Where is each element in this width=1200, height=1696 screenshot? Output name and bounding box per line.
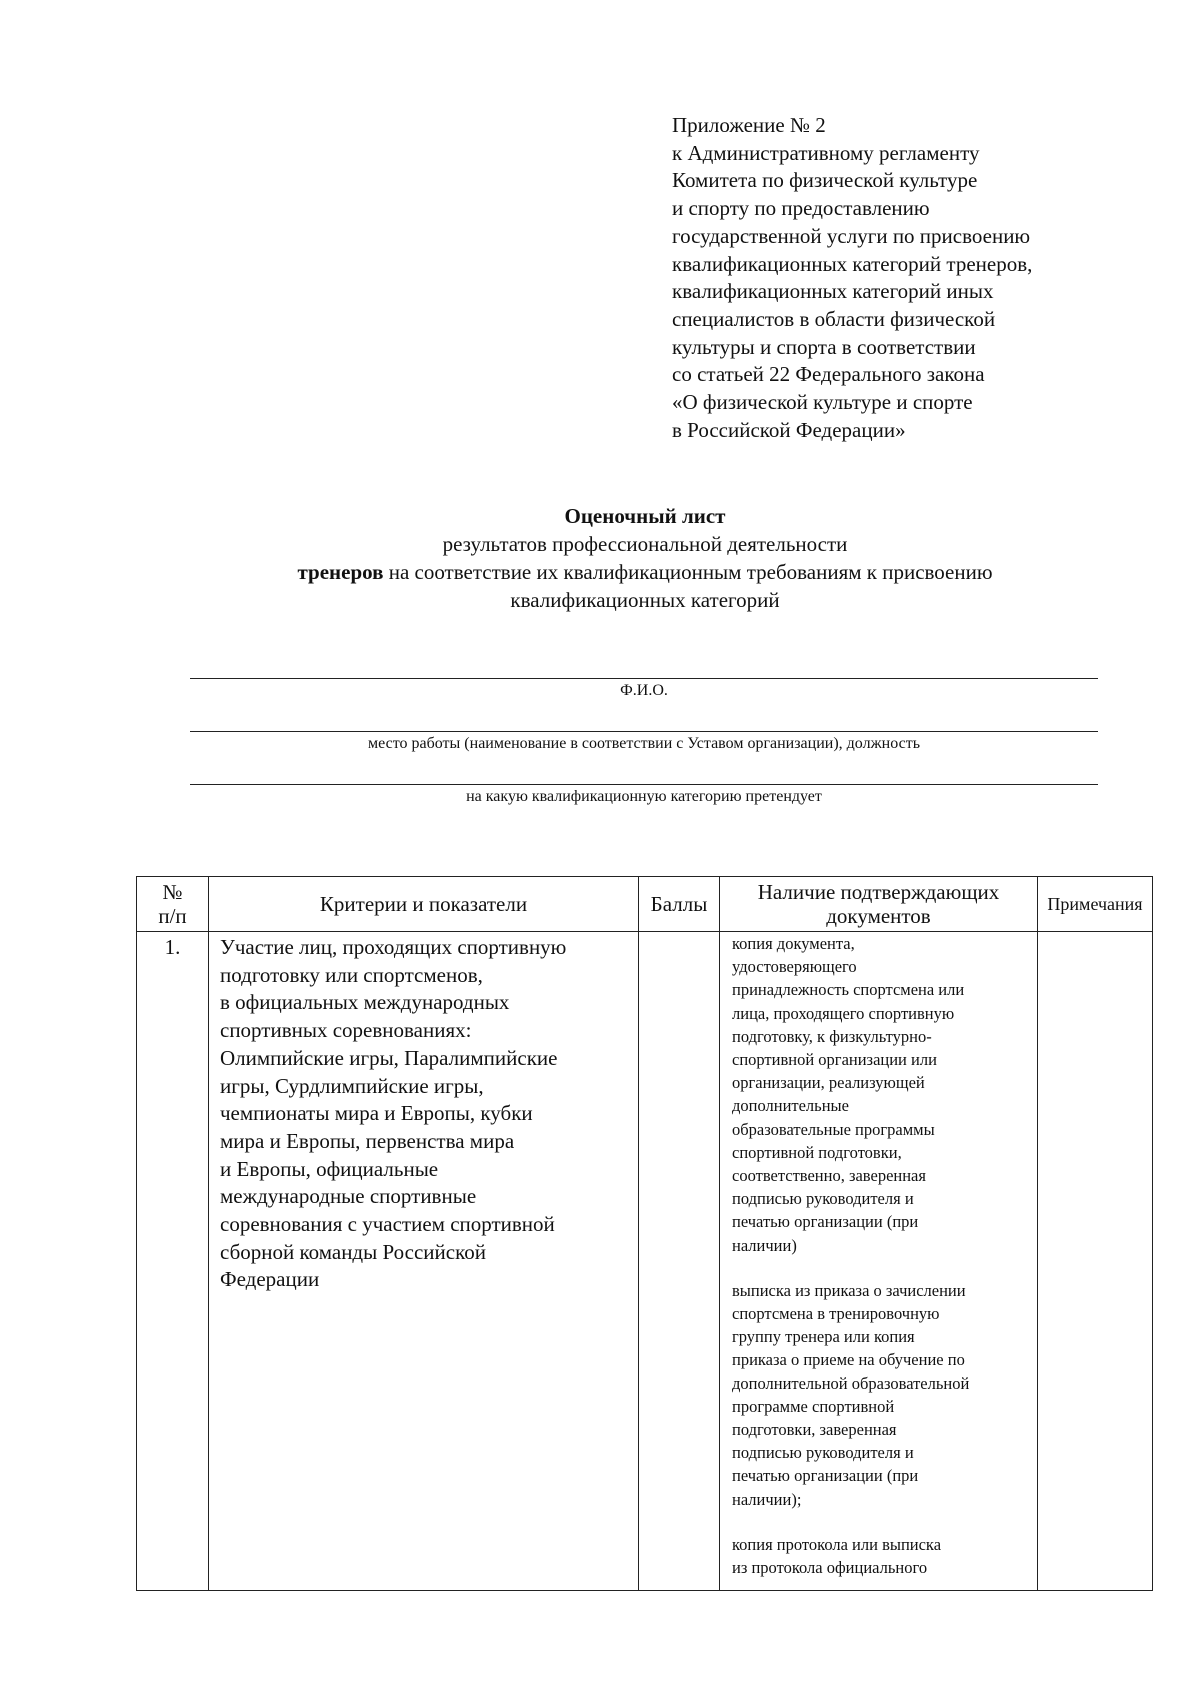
- header-notes: Примечания: [1038, 877, 1153, 932]
- criteria-line: международные спортивные: [220, 1184, 477, 1209]
- table-header-row: [137, 877, 1153, 932]
- doc-line: образовательные программы: [732, 1119, 935, 1139]
- criteria-line: спортивных соревнованиях:: [220, 1018, 472, 1043]
- doc-line: организации, реализующей: [732, 1073, 925, 1093]
- doc-line: печатью организации (при: [732, 1212, 919, 1232]
- workplace-caption: место работы (наименование в соответствии с Уставом организации), должность: [368, 735, 920, 752]
- appendix-line: и спорту по предоставлению: [672, 196, 930, 221]
- criteria-line: Олимпийские игры, Паралимпийские: [220, 1045, 558, 1070]
- title-line4: квалификационных категорий: [510, 588, 780, 612]
- row-number: 1.: [137, 932, 209, 1591]
- criteria-line: мира и Европы, первенства мира: [220, 1128, 515, 1153]
- workplace-line: [190, 731, 1098, 732]
- documents-block-3: [732, 1533, 1031, 1579]
- criteria-line: и Европы, официальные: [220, 1156, 439, 1181]
- doc-line: удостоверяющего: [732, 957, 857, 977]
- appendix-line: со статьей 22 Федерального закона: [672, 362, 985, 387]
- criteria-line: игры, Сурдлимпийские игры,: [220, 1073, 484, 1098]
- fio-caption: Ф.И.О.: [620, 682, 668, 699]
- title-line3-bold: тренеров: [297, 560, 384, 584]
- appendix-header: [672, 112, 1152, 444]
- header-documents-line2: документов: [826, 904, 931, 928]
- doc-line: группу тренера или копия: [732, 1327, 915, 1347]
- header-number-line1: №: [162, 880, 183, 904]
- criteria-line: подготовку или спортсменов,: [220, 962, 483, 987]
- header-documents-line1: Наличие подтверждающих: [757, 880, 1000, 904]
- title-line2: результатов профессиональной деятельности: [442, 532, 848, 556]
- appendix-line: Комитета по физической культуре: [672, 168, 978, 193]
- appendix-line: квалификационных категорий тренеров,: [672, 251, 1033, 276]
- appendix-line: «О физической культуре и спорте: [672, 390, 973, 415]
- criteria-line: сборной команды Российской: [220, 1239, 486, 1264]
- appendix-line: Приложение № 2: [672, 113, 826, 137]
- table-row: [137, 932, 1153, 1591]
- doc-line: подготовку, к физкультурно-: [732, 1026, 932, 1046]
- doc-line: подписью руководителя и: [732, 1189, 914, 1209]
- fio-line: [190, 678, 1098, 679]
- doc-line: подготовки, заверенная: [732, 1420, 897, 1440]
- documents-block-2: [732, 1279, 1031, 1511]
- header-number-line2: п/п: [158, 904, 187, 928]
- row-points: [639, 932, 720, 1591]
- appendix-line: квалификационных категорий иных: [672, 279, 994, 304]
- row-criteria: [209, 932, 639, 1591]
- appendix-line: в Российской Федерации»: [672, 417, 906, 442]
- criteria-line: Участие лиц, проходящих спортивную: [220, 935, 567, 959]
- doc-line: печатью организации (при: [732, 1466, 919, 1486]
- doc-line: дополнительной образовательной: [732, 1373, 970, 1393]
- documents-block-1: [732, 932, 1031, 1257]
- doc-line: наличии);: [732, 1489, 802, 1509]
- title-line3: [0, 558, 1200, 586]
- doc-line: принадлежность спортсмена или: [732, 980, 965, 1000]
- doc-line: лица, проходящего спортивную: [732, 1003, 955, 1023]
- doc-line: спортивной подготовки,: [732, 1142, 902, 1162]
- evaluation-table: [136, 876, 1153, 1591]
- category-line: [190, 784, 1098, 785]
- doc-line: копия документа,: [732, 934, 855, 953]
- criteria-line: Федерации: [220, 1267, 320, 1292]
- doc-line: копия протокола или выписка: [732, 1534, 942, 1554]
- doc-line: спортсмена в тренировочную: [732, 1304, 940, 1324]
- appendix-line: к Административному регламенту: [672, 140, 980, 165]
- row-documents: [720, 932, 1038, 1591]
- appendix-line: культуры и спорта в соответствии: [672, 334, 976, 359]
- criteria-line: чемпионаты мира и Европы, кубки: [220, 1101, 533, 1126]
- doc-line: выписка из приказа о зачислении: [732, 1280, 966, 1300]
- title-main: Оценочный лист: [564, 504, 726, 528]
- doc-line: дополнительные: [732, 1096, 849, 1116]
- category-caption: на какую квалификационную категорию претендует: [466, 788, 822, 805]
- doc-line: из протокола официального: [732, 1558, 928, 1578]
- document-title: [0, 502, 1200, 614]
- criteria-line: в официальных международных: [220, 990, 510, 1015]
- doc-line: приказа о приеме на обучение по: [732, 1350, 965, 1370]
- header-points: Баллы: [639, 877, 720, 932]
- doc-line: наличии): [732, 1235, 797, 1255]
- doc-line: соответственно, заверенная: [732, 1166, 926, 1186]
- doc-line: спортивной организации или: [732, 1050, 937, 1070]
- header-number: [137, 877, 209, 932]
- doc-line: программе спортивной: [732, 1396, 895, 1416]
- header-documents: [720, 877, 1038, 932]
- appendix-line: специалистов в области физической: [672, 306, 996, 331]
- doc-line: подписью руководителя и: [732, 1443, 914, 1463]
- header-criteria: Критерии и показатели: [209, 877, 639, 932]
- title-line3-rest: на соответствие их квалификационным требованиям к присвоению: [383, 560, 993, 584]
- row-notes: [1038, 932, 1153, 1591]
- appendix-line: государственной услуги по присвоению: [672, 223, 1031, 248]
- criteria-line: соревнования с участием спортивной: [220, 1212, 555, 1237]
